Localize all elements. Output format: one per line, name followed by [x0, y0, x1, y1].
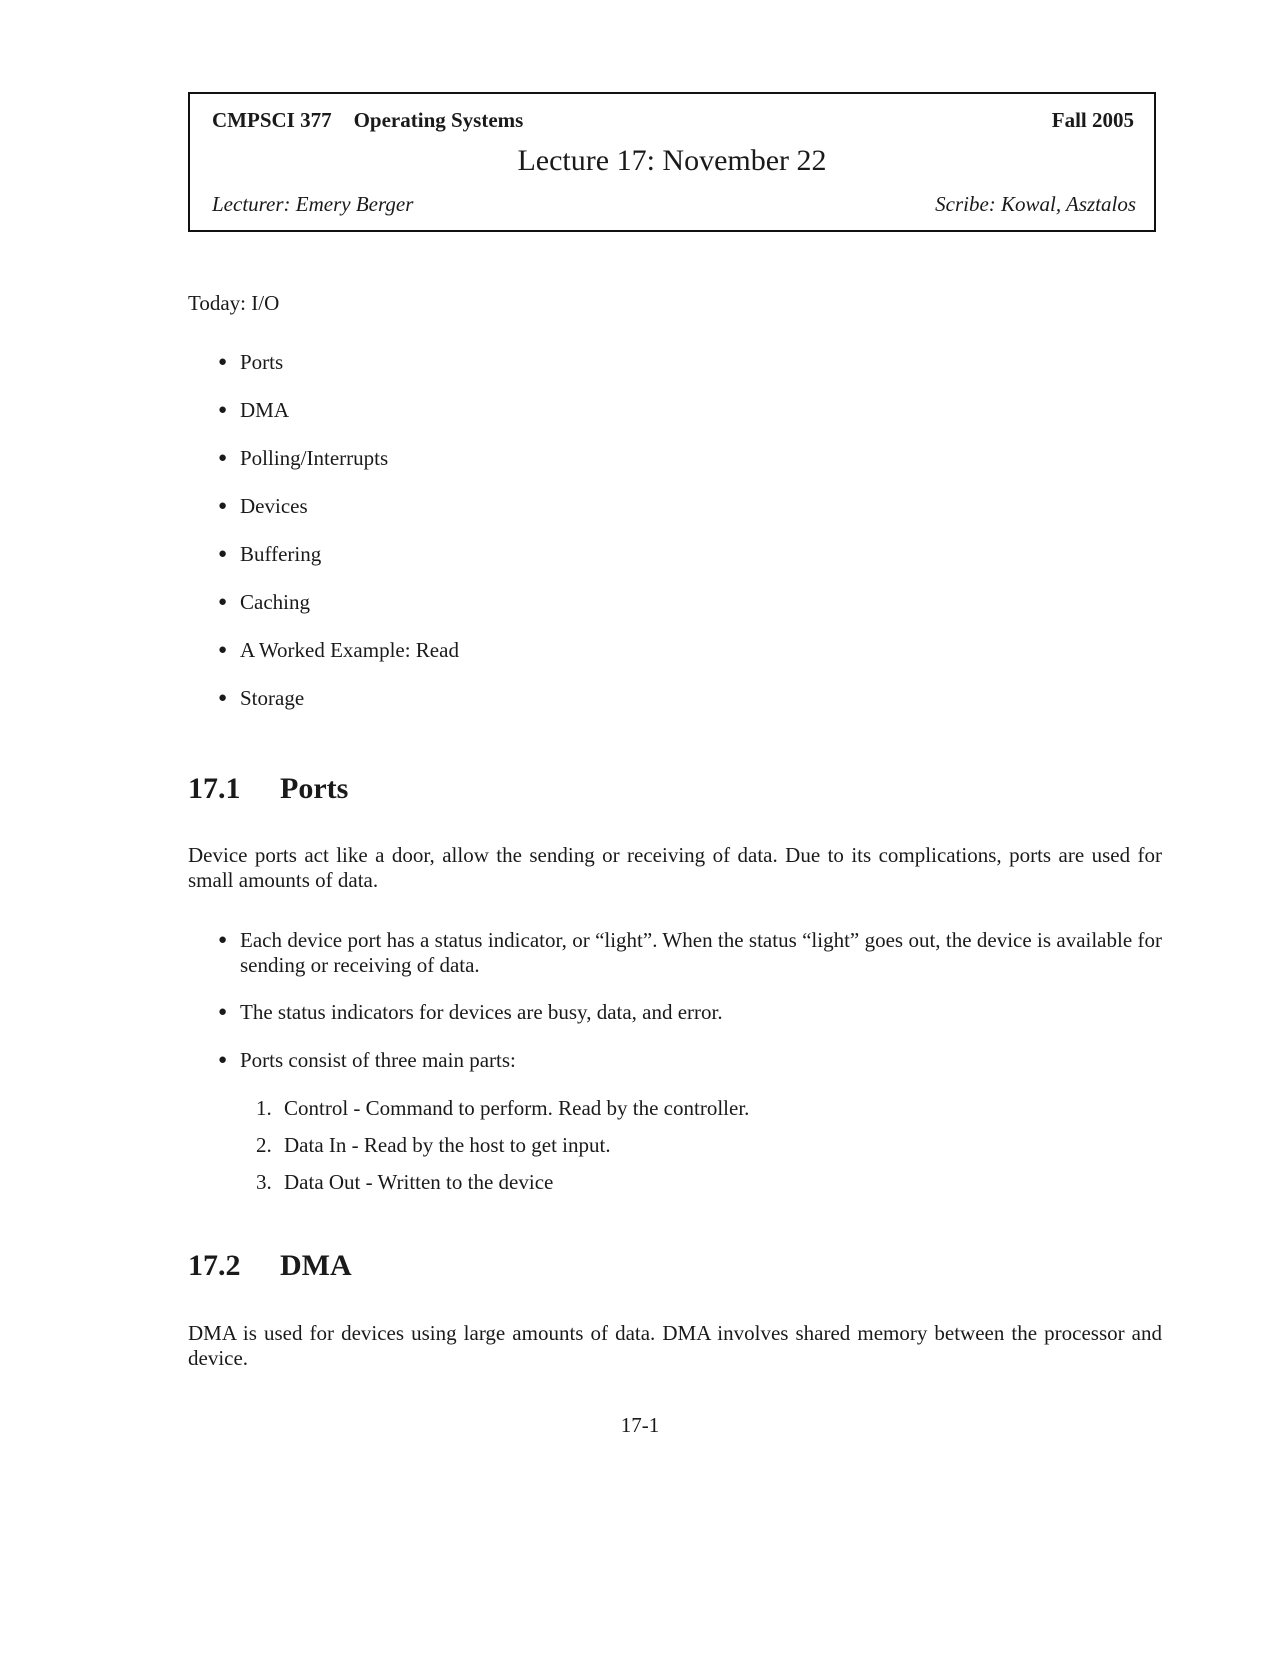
list-item [256, 1170, 749, 1207]
scribe: Scribe: Kowal, Asztalos [935, 192, 1136, 216]
list-item [216, 638, 459, 686]
section-heading-ports [188, 772, 348, 806]
item-text: Data Out - Written to the device [284, 1170, 554, 1194]
list-item [216, 350, 459, 398]
lecture-header-box [188, 92, 1156, 232]
agenda-item-label: DMA [240, 398, 290, 422]
agenda-list [216, 350, 459, 734]
lecture-title: Lecture 17: November 22 [517, 144, 827, 177]
agenda-item-label: Ports [240, 350, 284, 374]
list-item [216, 1048, 1162, 1096]
agenda-item-label: Storage [240, 686, 305, 710]
bullet-icon: ● [218, 690, 228, 706]
course-title: Operating Systems [353, 108, 524, 132]
item-number: 3. [256, 1170, 272, 1194]
agenda-item-label: A Worked Example: Read [240, 638, 459, 662]
item-text: Data In - Read by the host to get input. [284, 1133, 611, 1157]
list-item [216, 542, 459, 590]
section-title: Ports [280, 772, 349, 805]
item-text: Control - Command to perform. Read by the controller. [284, 1096, 750, 1120]
bullet-icon: ● [218, 1052, 228, 1068]
list-item [216, 928, 1162, 1000]
list-item [256, 1133, 749, 1170]
section-number: 17.2 [188, 1249, 241, 1282]
section-heading-dma [188, 1249, 352, 1283]
list-item [216, 494, 459, 542]
list-item [216, 1000, 1162, 1048]
bullet-icon: ● [218, 594, 228, 610]
bullet-icon: ● [218, 546, 228, 562]
list-item [216, 446, 459, 494]
section-title: DMA [280, 1249, 352, 1282]
lecturer: Lecturer: Emery Berger [212, 192, 414, 216]
bullet-icon: ● [218, 1004, 228, 1020]
list-item [216, 686, 459, 734]
list-item [216, 590, 459, 638]
course-code: CMPSCI 377 [212, 108, 332, 132]
bullet-icon: ● [218, 498, 228, 514]
list-item [216, 398, 459, 446]
bullet-text: Ports consist of three main parts: [240, 1048, 516, 1072]
bullet-icon: ● [218, 642, 228, 658]
ports-bullet-list [216, 928, 1162, 1096]
bullet-icon: ● [218, 450, 228, 466]
today-line: Today: I/O [188, 291, 280, 315]
item-number: 1. [256, 1096, 272, 1120]
bullet-icon: ● [218, 354, 228, 370]
list-item [256, 1096, 749, 1133]
course-line [212, 108, 523, 133]
bullet-icon: ● [218, 932, 228, 948]
dma-paragraph: DMA is used for devices using large amounts of data. DMA involves shared memory between the processor and device. [188, 1321, 1162, 1370]
agenda-item-label: Devices [240, 494, 308, 518]
term: Fall 2005 [1051, 108, 1134, 132]
section-number: 17.1 [188, 772, 241, 805]
port-parts-list [256, 1096, 749, 1207]
bullet-icon: ● [218, 402, 228, 418]
agenda-item-label: Buffering [240, 542, 322, 566]
bullet-text: The status indicators for devices are busy, data, and error. [240, 1000, 723, 1024]
bullet-text: Each device port has a status indicator, or “light”. When the status “light” goes out, the device is available for sending or receiving of data. [240, 928, 1162, 977]
page-number: 17-1 [620, 1413, 660, 1437]
agenda-item-label: Polling/Interrupts [240, 446, 389, 470]
item-number: 2. [256, 1133, 272, 1157]
ports-paragraph: Device ports act like a door, allow the sending or receiving of data. Due to its complications, ports are used for small amounts of data. [188, 843, 1162, 892]
agenda-item-label: Caching [240, 590, 310, 614]
